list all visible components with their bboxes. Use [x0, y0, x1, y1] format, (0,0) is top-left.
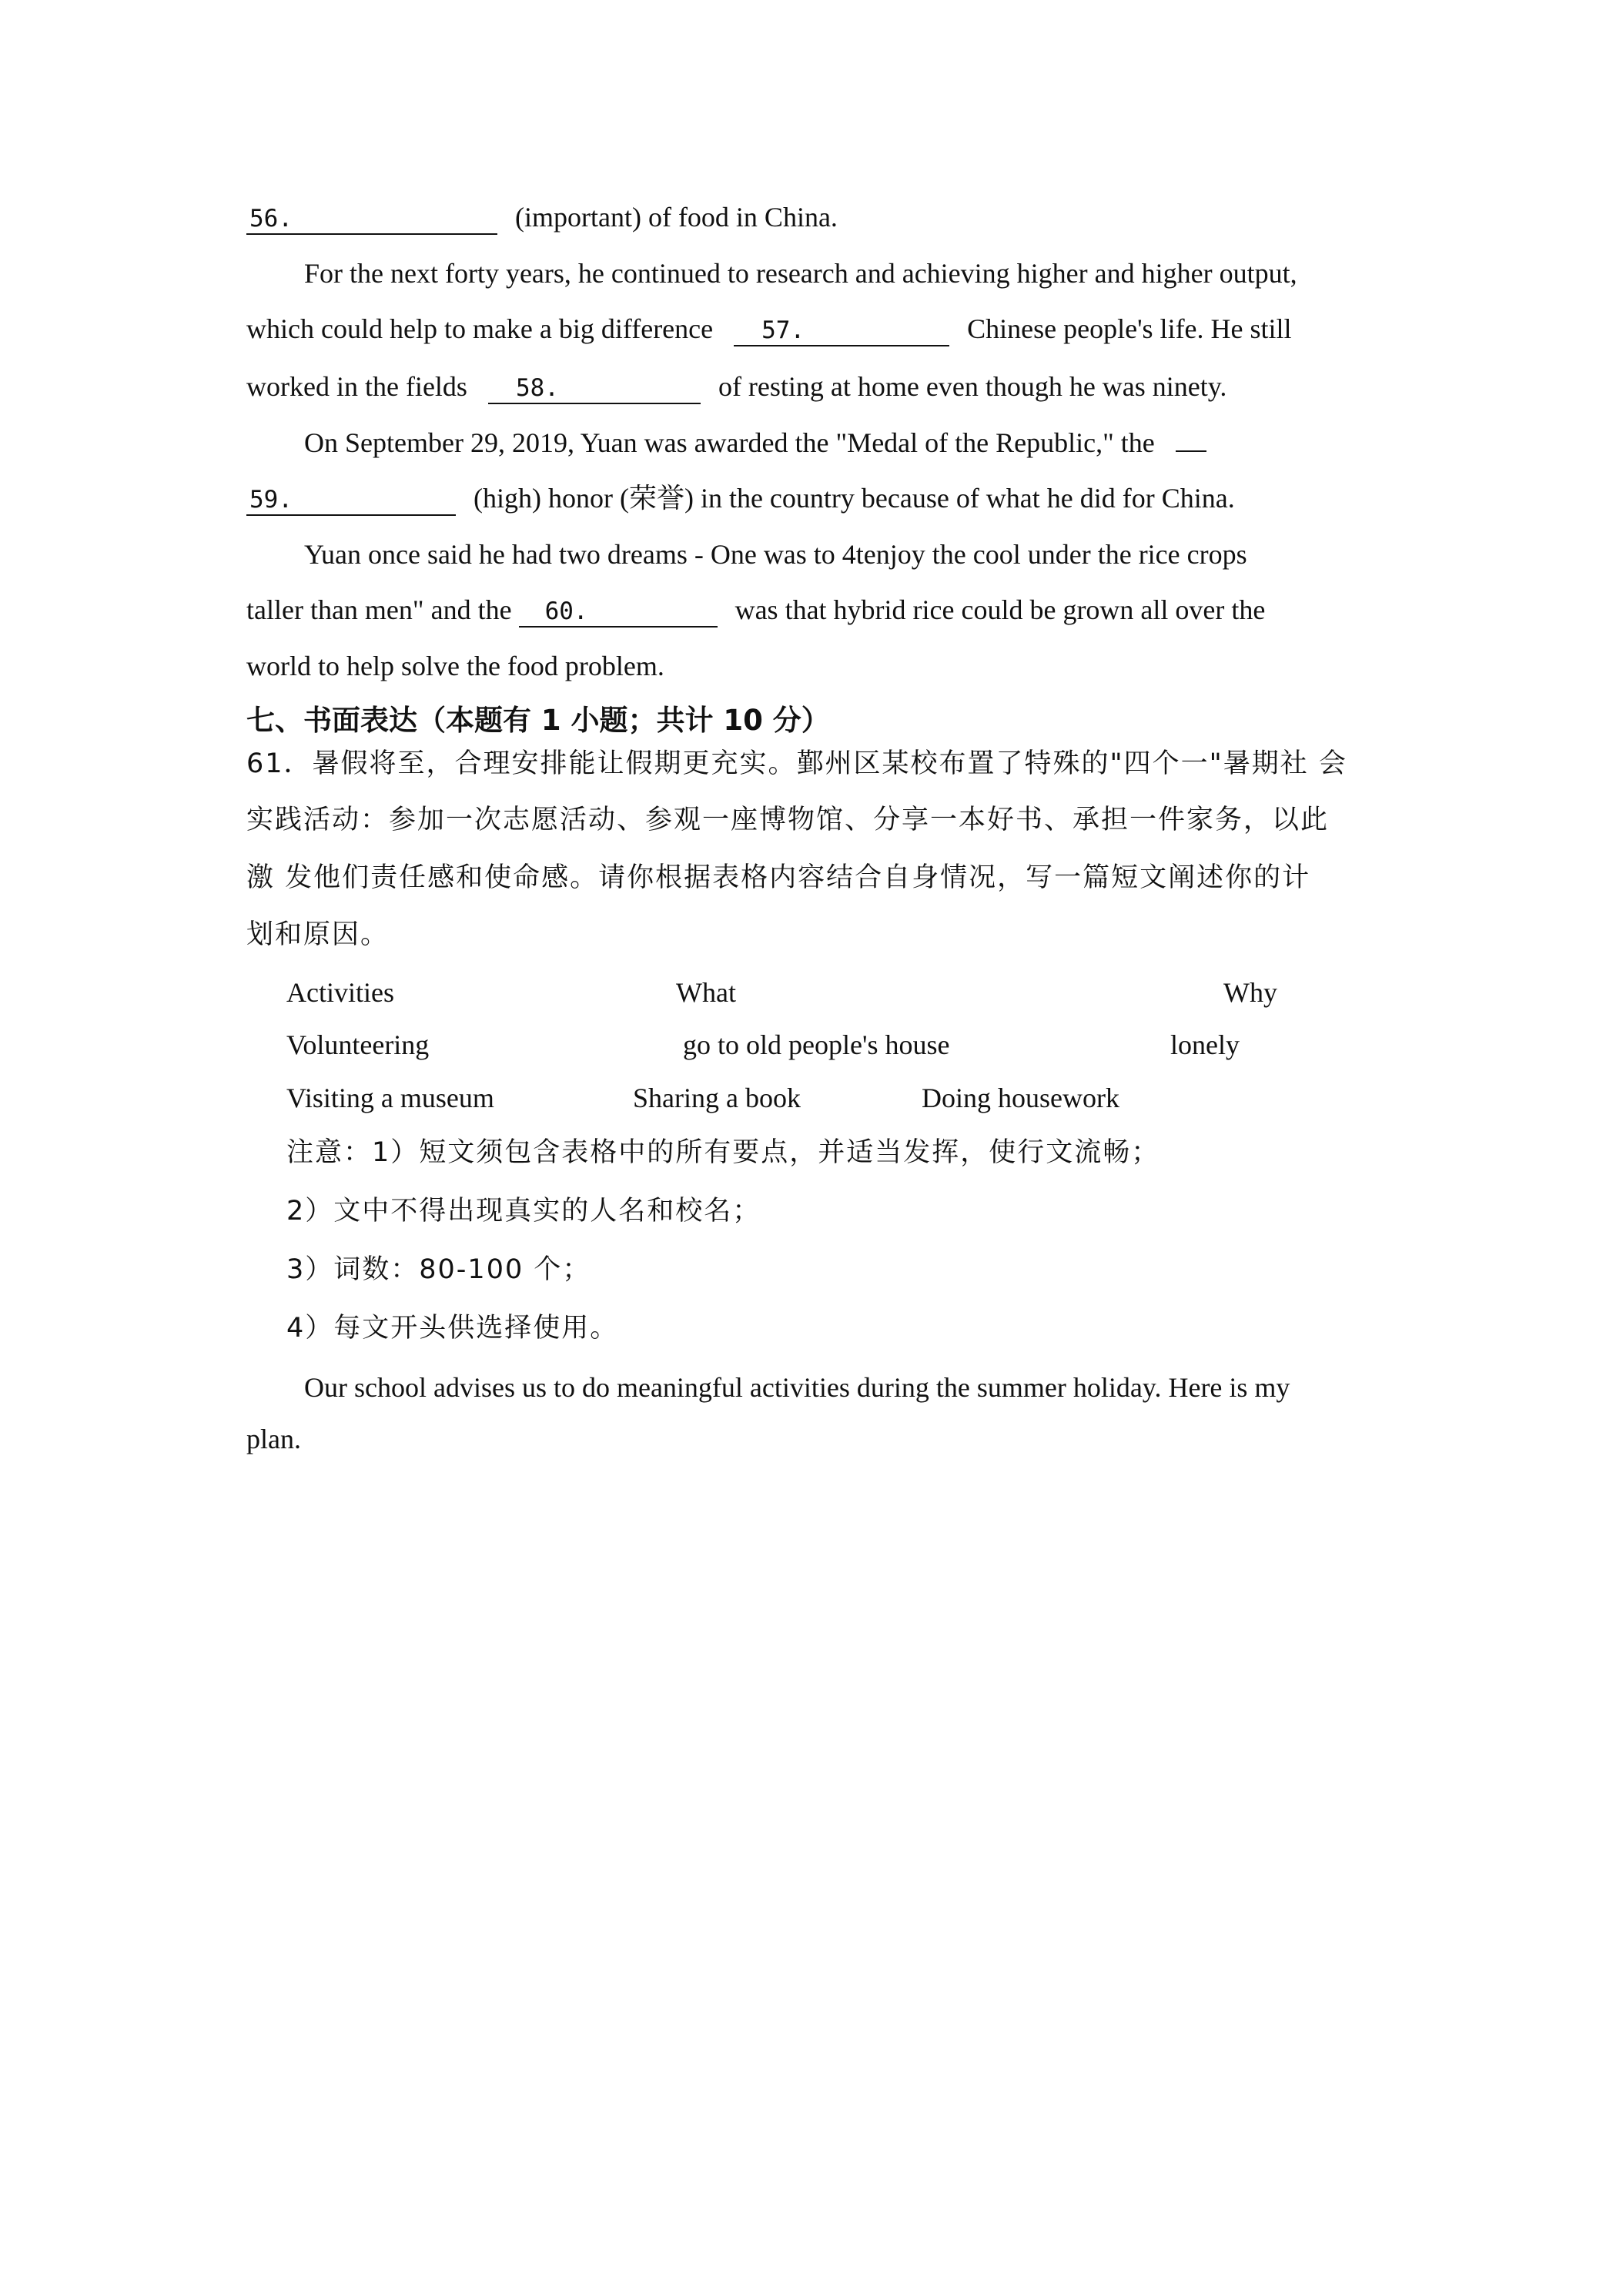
passage-line-60 — [246, 593, 1265, 628]
section-heading: 七、书面表达（本题有 1 小题；共计 10 分） — [246, 704, 830, 737]
table-header: What — [676, 977, 736, 1008]
question-61-text: 61．暑假将至，合理安排能让假期更充实。鄞州区某校布置了特殊的"四个一"暑期社 会 — [246, 748, 1347, 779]
table-cell: Doing housework — [922, 1083, 1119, 1113]
passage-line-59-start — [304, 426, 1206, 460]
passage-text: For the next forty years, he continued to research and achieving higher and higher output, — [304, 258, 1297, 289]
passage-text: On September 29, 2019, Yuan was awarded the "Medal of the Republic," the — [304, 427, 1155, 458]
blank-58[interactable]: 58. — [488, 373, 701, 404]
passage-text: taller than men" and the — [246, 594, 512, 625]
blank-60[interactable]: 60. — [519, 597, 718, 628]
passage-line-59 — [246, 481, 1235, 516]
table-cell: lonely — [1170, 1029, 1240, 1060]
essay-starter: plan. — [246, 1424, 301, 1454]
essay-starter: Our school advises us to do meaningful activities during the summer holiday. Here is my — [304, 1372, 1290, 1403]
passage-text: Chinese people's life. He still — [967, 313, 1292, 344]
passage-text: of resting at home even though he was ninety. — [718, 371, 1227, 402]
table-header: Activities — [286, 977, 394, 1008]
note-line: 注意：1）短文须包含表格中的所有要点，并适当发挥，使行文流畅； — [286, 1137, 1160, 1168]
passage-text: which could help to make a big difference — [246, 313, 714, 344]
table-header: Why — [1223, 977, 1277, 1008]
question-61-text: 激 发他们责任感和使命感。请你根据表格内容结合自身情况，写一篇短文阐述你的计 — [246, 862, 1311, 893]
table-cell: Sharing a book — [633, 1083, 801, 1113]
table-cell: go to old people's house — [683, 1029, 950, 1060]
blank-56[interactable]: 56. — [246, 204, 497, 235]
passage-line-57 — [246, 312, 1292, 346]
passage-line-56 — [246, 200, 838, 235]
passage-text: was that hybrid rice could be grown all over the — [735, 594, 1266, 625]
blank-57[interactable]: 57. — [734, 316, 949, 346]
note-line: 2）文中不得出现真实的人名和校名； — [286, 1196, 761, 1227]
note-line: 3）词数：80-100 个； — [286, 1254, 591, 1285]
table-cell: Visiting a museum — [286, 1083, 494, 1113]
passage-line-58 — [246, 370, 1226, 404]
blank-59-lead — [1176, 450, 1206, 452]
question-61-text: 实践活动：参加一次志愿活动、参观一座博物馆、分享一本好书、承担一件家务，以此 — [246, 805, 1330, 835]
question-61-text: 划和原因。 — [246, 919, 390, 950]
table-cell: Volunteering — [286, 1029, 430, 1060]
blank-59[interactable]: 59. — [246, 485, 456, 516]
passage-text: Yuan once said he had two dreams - One was to 4tenjoy the cool under the rice crops — [304, 539, 1247, 570]
note-line: 4）每文开头供选择使用。 — [286, 1313, 619, 1344]
passage-text: (important) of food in China. — [515, 202, 838, 233]
passage-text: worked in the fields — [246, 371, 467, 402]
passage-text: (high) honor (荣誉) in the country because of what he did for China. — [474, 483, 1235, 514]
passage-text: world to help solve the food problem. — [246, 651, 664, 681]
